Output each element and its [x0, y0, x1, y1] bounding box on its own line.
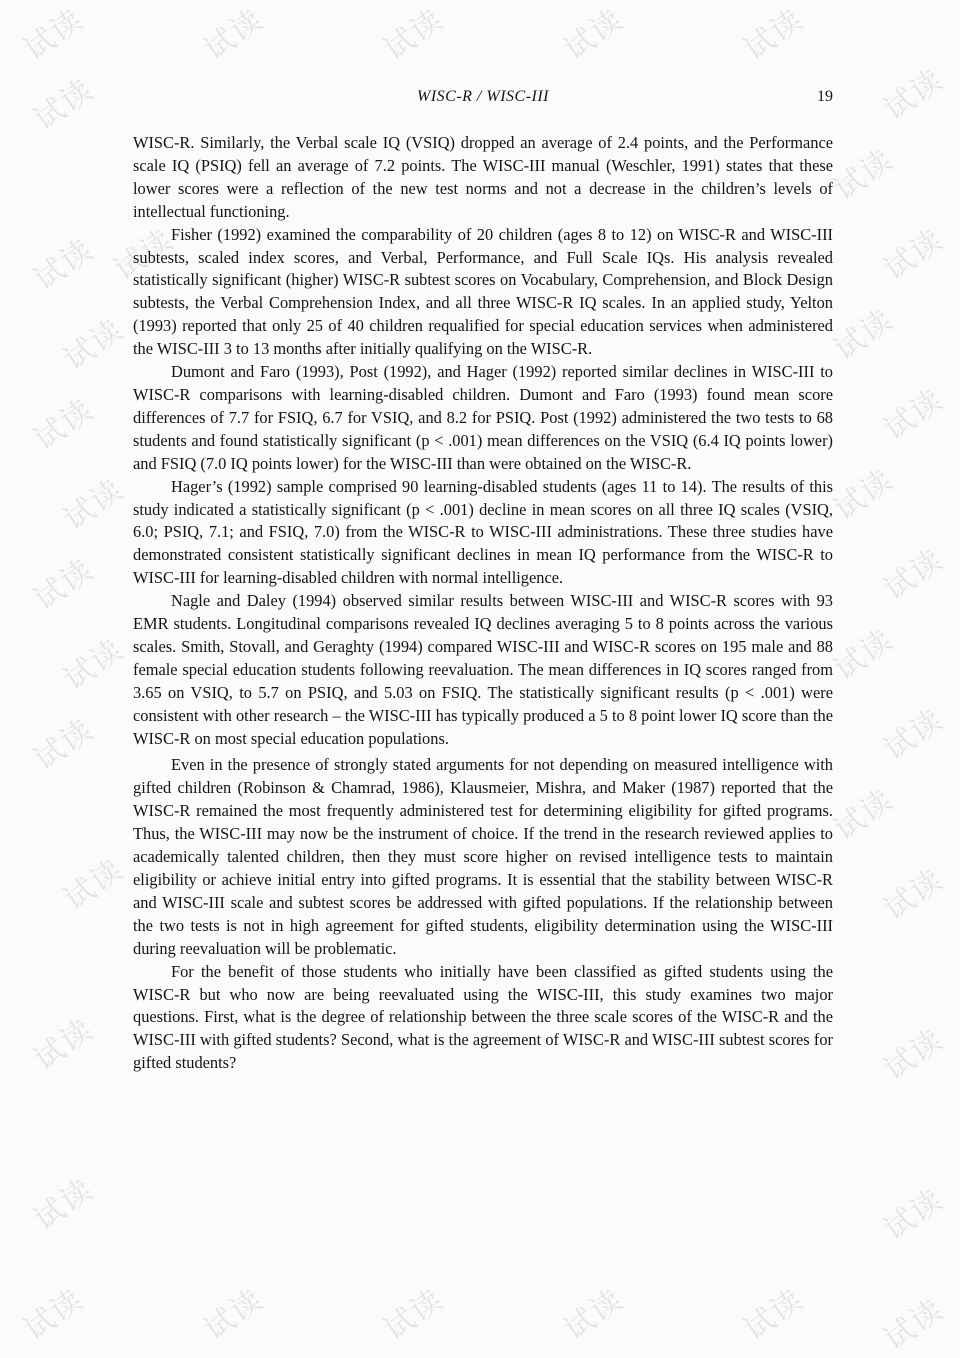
watermark: 试读: [377, 1282, 451, 1348]
body-text: [133, 132, 833, 1075]
watermark: 试读: [737, 2, 811, 68]
running-title: WISC-R / WISC-III: [416, 88, 549, 105]
watermark: 试读: [877, 62, 951, 128]
paragraph: For the benefit of those students who initially have been classified as gifted students using the WISC-R but who now are being reevaluated using the WISC-III, this study examines two major questions. First, what is the degree of relationship between the three scale scores of the WISC-R and the WISC-III with gifted students? Second, what is the agreement of WISC-R and WISC-III subtest scores for gifted students?: [133, 961, 833, 1073]
watermark: 试读: [377, 2, 451, 68]
watermark: 试读: [57, 472, 131, 538]
watermark: 试读: [17, 2, 91, 68]
watermark: 试读: [877, 542, 951, 608]
paragraph: Even in the presence of strongly stated arguments for not depending on measured intelligence with gifted children (Robinson & Chamrad, 1986), Klausmeier, Mishra, and Maker (1987) reported that the WISC-R remained the most frequently administered test for determining eligibility for gifted programs. Thus, the WISC-III may now be the instrument of choice. If the trend in the research reviewed applies to academically talented children, then they must score higher on revised intelligence tests to maintain eligibility or achieve initial entry into gifted programs. It is essential that the stability between WISC-R and WISC-III scale and subtest scores be addressed with gifted populations. If the relationship between the two tests is not in high agreement for gifted students, eligibility determination using the WISC-III during reevaluation will be problematic.: [133, 755, 833, 958]
watermark: 试读: [877, 1022, 951, 1088]
watermark: 试读: [27, 1172, 101, 1238]
watermark: 试读: [107, 222, 181, 288]
watermark: 试读: [57, 312, 131, 378]
paragraph: Dumont and Faro (1993), Post (1992), and Hager (1992) reported similar declines in WISC-III to WISC-R comparisons with learning-disabled children. Dumont and Faro (1993) found mean score differences of 7.7 for FSIQ, 6.7 for VSIQ, and 8.2 for PSIQ. Post (1992) administered the two tests to 68 students and found statistically significant (p < .001) mean differences on the VSIQ (6.4 IQ points lower) and FSIQ (7.0 IQ points lower) for the WISC-III than were obtained on the WISC-R.: [133, 362, 833, 473]
watermark: 试读: [737, 1282, 811, 1348]
watermark: 试读: [27, 232, 101, 298]
watermark: 试读: [27, 1012, 101, 1078]
watermark: 试读: [827, 622, 901, 688]
watermark: 试读: [827, 782, 901, 848]
watermark: 试读: [57, 632, 131, 698]
paragraph: Nagle and Daley (1994) observed similar results between WISC-III and WISC-R scores with 93 EMR students. Longitudinal comparisons revealed IQ declines averaging 5 to 8 points across the various scales. Smith, Stovall, and Geraghty (1994) compared WISC-III and WISC-R scores on 195 male and 88 female special education students following reevaluation. The mean differences in IQ scores ranged from 3.65 on VSIQ, to 5.7 on PSIQ, and 5.03 on FSIQ. The statistically significant results (p < .001) were consistent with other research – the WISC-III has typically produced a 5 to 8 point lower IQ score than the WISC-R on most special education populations.: [133, 591, 833, 748]
watermark: 试读: [877, 862, 951, 928]
watermark: 试读: [27, 552, 101, 618]
watermark: 试读: [27, 712, 101, 778]
watermark: 试读: [877, 1182, 951, 1248]
watermark: 试读: [877, 382, 951, 448]
watermark: 试读: [827, 462, 901, 528]
watermark: 试读: [827, 302, 901, 368]
watermark: 试读: [557, 1282, 631, 1348]
watermark: 试读: [197, 2, 271, 68]
paragraph: Hager’s (1992) sample comprised 90 learning-disabled students (ages 11 to 14). The results of this study indicated a statistically significant (p < .001) decline in mean scores on all three IQ scales (VSIQ, 6.0; PSIQ, 7.1; and FSIQ, 7.0) from the WISC-R to WISC-III administrations. These three studies have demonstrated consistent statistically significant declines in mean IQ performance from the WISC-R to WISC-III for learning-disabled children with normal intelligence.: [133, 476, 833, 588]
watermark: 试读: [57, 852, 131, 918]
watermark: 试读: [197, 1282, 271, 1348]
watermark: 试读: [27, 72, 101, 138]
running-head: [133, 88, 833, 112]
watermark: 试读: [27, 392, 101, 458]
watermark: 试读: [827, 142, 901, 208]
watermark: 试读: [17, 1282, 91, 1348]
watermark: 试读: [877, 222, 951, 288]
watermark: 试读: [877, 1292, 951, 1358]
page-number: 19: [817, 88, 833, 105]
watermark: 试读: [877, 702, 951, 768]
paragraph: Fisher (1992) examined the comparability of 20 children (ages 8 to 12) on WISC-R and WISC-III subtests, scaled index scores, and Verbal, Performance, and Full Scale IQs. His analysis revealed statistically significant (higher) WISC-R subtest scores on Vocabulary, Comprehension, and Block Design subtests, the Verbal Comprehension Index, and all three WISC-R IQ scales. In an applied study, Yelton (1993) reported that only 25 of 40 children requalified for special education services when administered the WISC-III 3 to 13 months after initially qualifying on the WISC-R.: [133, 224, 833, 359]
paragraph: WISC-R. Similarly, the Verbal scale IQ (VSIQ) dropped an average of 2.4 points, and the Performance scale IQ (PSIQ) fell an average of 7.2 points. The WISC-III manual (Weschler, 1991) states that these lower scores were a reflection of the new test norms and not a decrease in the children’s levels of intellectual functioning.: [133, 133, 833, 221]
watermark: 试读: [557, 2, 631, 68]
